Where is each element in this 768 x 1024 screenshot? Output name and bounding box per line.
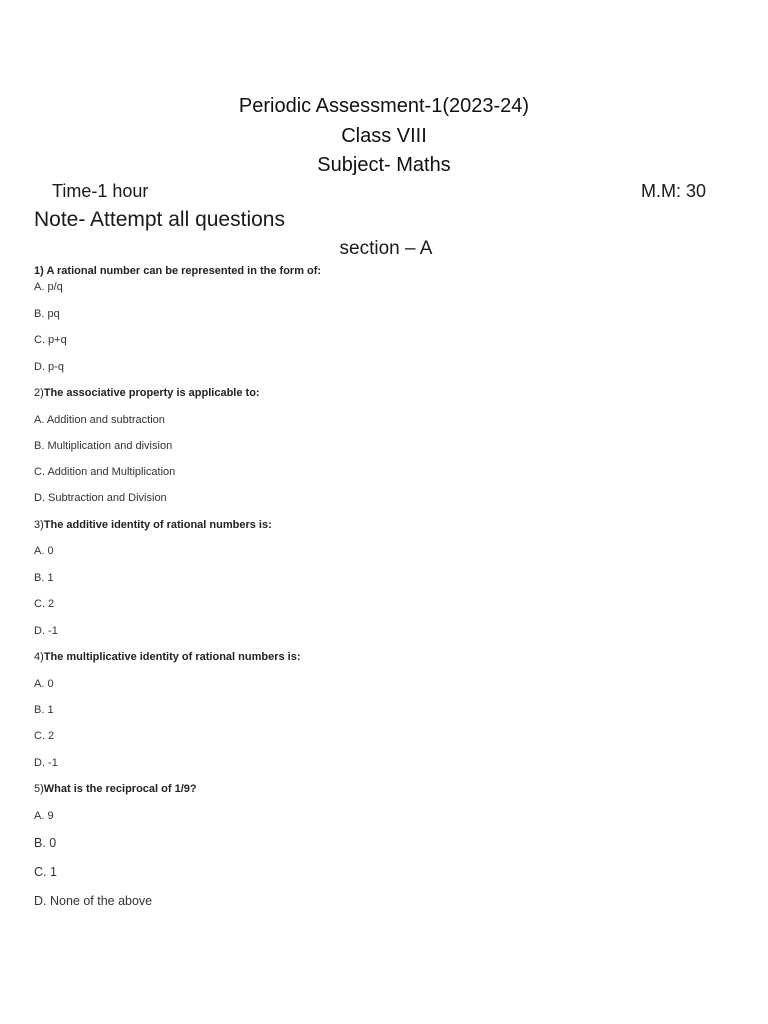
max-marks-label: M.M: 30	[640, 181, 706, 201]
question-1-option-b: B. pq	[34, 308, 60, 320]
question-3-option-d: D. -1	[34, 625, 58, 637]
time-label: Time-1 hour	[52, 181, 149, 201]
question-4-option-c: C. 2	[34, 730, 55, 742]
question-3-option-c: C. 2	[34, 598, 55, 610]
section-heading: section – A	[339, 238, 433, 259]
question-1-option-a: A. p/q	[34, 281, 63, 293]
question-2-option-a: A. Addition and subtraction	[34, 414, 165, 426]
question-5-option-a: A. 9	[34, 810, 54, 822]
question-5	[34, 782, 197, 796]
question-2	[34, 386, 260, 400]
instructions-note: Note- Attempt all questions	[34, 208, 285, 231]
question-5-option-d: D. None of the above	[34, 894, 153, 908]
question-number: 1)	[34, 265, 47, 277]
question-text: The multiplicative identity of rational numbers is:	[43, 651, 301, 663]
question-1-option-d: D. p-q	[34, 361, 64, 373]
question-3	[34, 518, 272, 532]
question-number: 4)	[34, 651, 44, 663]
subject-label: Subject- Maths	[317, 154, 451, 176]
question-text: The associative property is applicable to:	[43, 387, 260, 399]
question-text: The additive identity of rational numbers is:	[43, 519, 272, 531]
question-4	[34, 650, 301, 664]
paper-title: Periodic Assessment-1(2023-24)	[238, 95, 530, 117]
question-2-option-c: C. Addition and Multiplication	[34, 466, 176, 478]
question-text: What is the reciprocal of 1/9?	[43, 783, 197, 795]
question-1	[34, 264, 321, 278]
question-2-option-d: D. Subtraction and Division	[34, 492, 167, 504]
question-1-option-c: C. p+q	[34, 334, 67, 346]
question-number: 3)	[34, 519, 44, 531]
class-label: Class VIII	[341, 125, 427, 147]
question-4-option-a: A. 0	[34, 678, 54, 690]
question-3-option-b: B. 1	[34, 572, 54, 584]
question-text: A rational number can be represented in the form of:	[46, 265, 322, 277]
question-3-option-a: A. 0	[34, 545, 54, 557]
question-number: 2)	[34, 387, 44, 399]
question-5-option-c: C. 1	[34, 865, 57, 879]
question-2-option-b: B. Multiplication and division	[34, 440, 173, 452]
question-number: 5)	[34, 783, 44, 795]
question-4-option-b: B. 1	[34, 704, 54, 716]
question-4-option-d: D. -1	[34, 757, 58, 769]
question-5-option-b: B. 0	[34, 836, 57, 850]
